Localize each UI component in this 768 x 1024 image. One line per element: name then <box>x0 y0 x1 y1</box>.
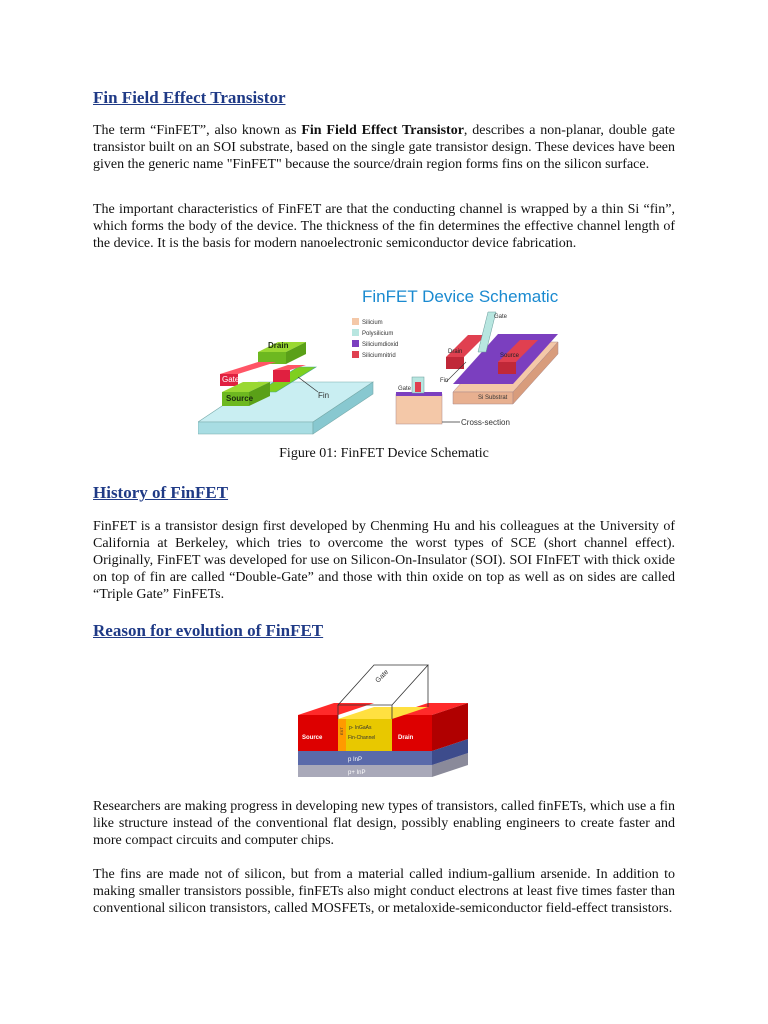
label-ext1: EXT <box>339 727 344 735</box>
label-right-drain: Drain <box>448 349 463 355</box>
source-region-front <box>298 715 338 751</box>
section-title-finfet: Fin Field Effect Transistor <box>93 88 286 107</box>
paragraph-materials: The fins are made not of silicon, but from a material called indium-gallium arsenide. In addition to making smaller transistors possible, finFETs also might conduct electrons at least five times faster than conventional silicon transistors, called MOSFETs, or metaloxide-semiconductor field-effect transistors. <box>93 867 675 916</box>
drain-block-front <box>446 357 464 369</box>
cross-section-substrate <box>396 394 442 424</box>
legend-swatch-1 <box>352 329 359 336</box>
paragraph-intro-bold: Fin Field Effect Transistor <box>301 123 464 138</box>
figure-finfet-schematic <box>198 282 578 442</box>
legend-label-3: Siliciumnitrid <box>362 353 396 359</box>
label-right-fin: Fin <box>440 378 449 384</box>
label-cross-section: Cross-section <box>461 418 510 427</box>
paragraph-intro-a: The term “FinFET”, also known as <box>93 123 302 138</box>
label-right-gate: Gate <box>494 314 508 320</box>
gate-front-right <box>273 370 290 382</box>
cross-section-fin <box>415 382 421 392</box>
section-title-history: History of FinFET <box>93 483 229 502</box>
paragraph-characteristics: The important characteristics of FinFET are that the conducting channel is wrapped by a thin Si “fin”, which forms the body of the device. The thickness of the fin determines the effective channel length of the device. It is the basis for modern nanoelectronic semiconductor device fabrication. <box>93 202 675 251</box>
paragraph-history: FinFET is a transistor design first developed by Chenming Hu and his colleagues at the University of California at Berkeley, which tries to overcome the worst types of SCE (short channel effect). Originally, FinFET was developed for use on Silicon-On-Insulator (SOI). SOI FInFET with thick oxide on top of fin are called “Double-Gate” and those with thin oxide on top as well as on sides are called “Triple Gate” FinFETs. <box>93 519 675 602</box>
legend-label-0: Silicium <box>362 320 383 326</box>
ingaas-finfet-diagram <box>298 655 468 780</box>
paragraph-intro <box>93 122 675 173</box>
label-channel: Fin-Channel <box>348 735 376 741</box>
label-inp: p InP <box>348 757 363 763</box>
label-source-2: Source <box>302 735 323 741</box>
label-cs-gate: Gate <box>398 386 412 392</box>
legend-label-1: Polysilicium <box>362 331 394 337</box>
legend-swatch-0 <box>352 318 359 325</box>
drain-region-front <box>392 715 432 751</box>
figure-caption: Figure 01: FinFET Device Schematic <box>279 446 489 461</box>
label-right-source: Source <box>500 353 520 359</box>
legend-label-2: Siliciumdioxid <box>362 342 399 348</box>
label-gate: Gate <box>222 375 240 384</box>
section-title-evolution: Reason for evolution of FinFET <box>93 621 324 640</box>
finfet-schematic-diagram <box>198 282 578 442</box>
legend-swatch-2 <box>352 340 359 347</box>
paragraph-researchers: Researchers are making progress in developing new types of transistors, called finFETs, which use a fin like structure instead of the conventional flat design, possibly enabling engineers to create faster and more compact circuits and computer chips. <box>93 799 675 848</box>
gate-top <box>220 362 276 374</box>
label-ingaas: p- InGaAs <box>349 725 372 731</box>
label-substrate: Si Substrat <box>478 395 508 401</box>
source-block-front <box>498 362 516 374</box>
label-fin: Fin <box>318 391 330 400</box>
label-source: Source <box>226 394 254 403</box>
label-gate-2: Gate <box>374 668 391 685</box>
legend-swatch-3 <box>352 351 359 358</box>
figure-title: FinFET Device Schematic <box>362 287 559 306</box>
figure-ingaas-finfet <box>298 655 468 780</box>
substrate-front <box>198 422 313 434</box>
label-drain-2: Drain <box>398 735 414 741</box>
inp-layer-front <box>298 751 432 765</box>
label-drain: Drain <box>268 341 289 350</box>
paragraph-intro-b: , describes a non-planar, double gate transistor built on an SOI substrate, based on the single gate transistor design. These devices have been given the generic name "FinFET" because the source/drain region forms fins on the silicon surface. <box>93 123 675 172</box>
label-pinp: p+ InP <box>348 770 366 776</box>
